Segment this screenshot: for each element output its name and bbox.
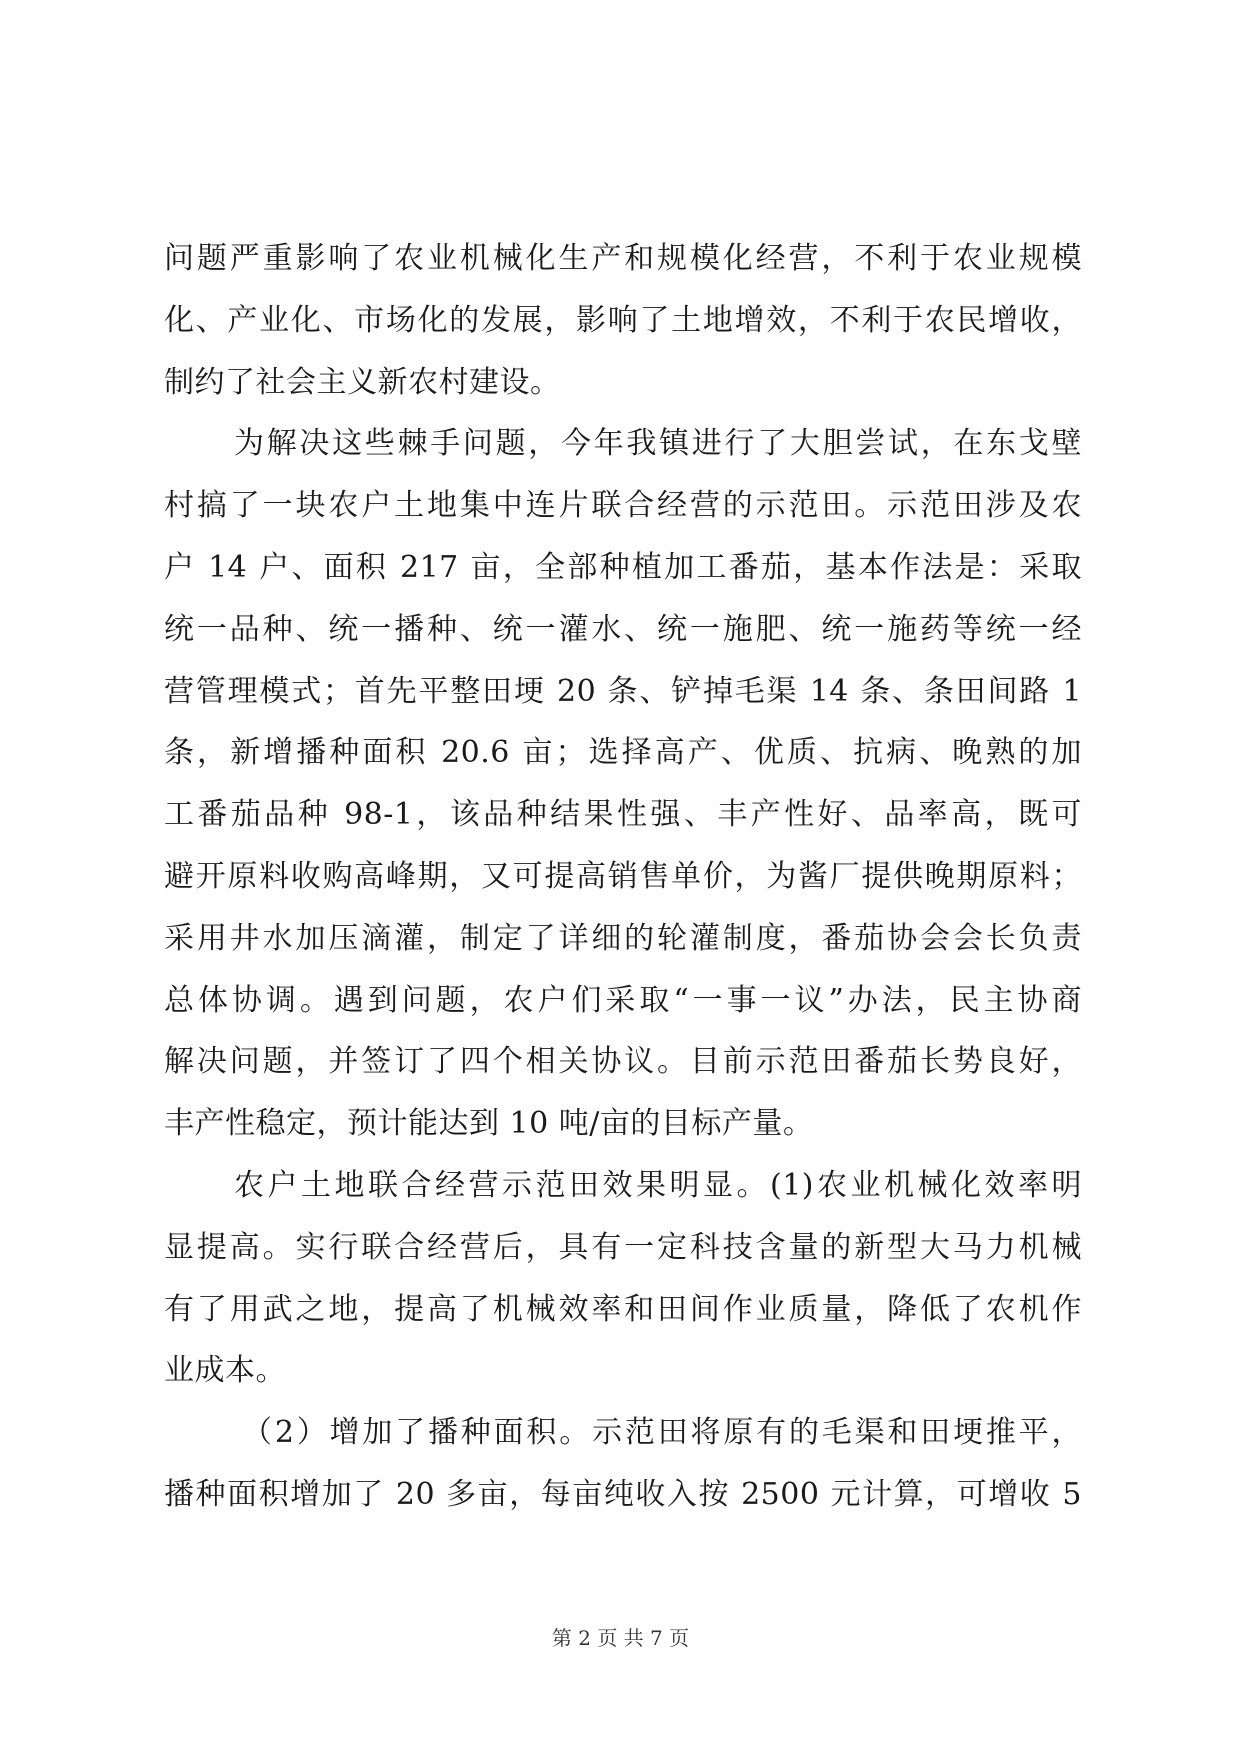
- text-line: 问题严重影响了农业机械化生产和规模化经营，不利于农业规模: [164, 241, 1082, 276]
- text-line: 丰产性稳定，预计能达到 10 吨/亩的目标产量。: [164, 1106, 814, 1142]
- text-line: 为解决这些棘手问题，今年我镇进行了大胆尝试，在东戈壁: [234, 426, 1082, 462]
- text-line: 避开原料收购高峰期，又可提高销售单价，为酱厂提供晚期原料；: [164, 858, 1082, 894]
- text-line: 播种面积增加了 20 多亩，每亩纯收入按 2500 元计算，可增收 5: [164, 1476, 1082, 1512]
- text-line: 总体协调。遇到问题，农户们采取“一事一议”办法，民主协商: [164, 982, 1082, 1018]
- text-line: 制约了社会主义新农村建设。: [164, 364, 561, 400]
- text-line: 农户土地联合经营示范田效果明显。(1)农业机械化效率明: [234, 1167, 1082, 1203]
- text-line: 户 14 户、面积 217 亩，全部种植加工番茄，基本作法是：采取: [164, 549, 1082, 585]
- text-line: （2）增加了播种面积。示范田将原有的毛渠和田埂推平，: [242, 1415, 1082, 1451]
- text-line: 条，新增播种面积 20.6 亩；选择高产、优质、抗病、晚熟的加: [164, 735, 1082, 771]
- text-line: 统一品种、统一播种、统一灌水、统一施肥、统一施药等统一经: [164, 611, 1082, 647]
- page-number-footer: 第 2 页 共 7 页: [551, 1626, 690, 1650]
- document-body: [164, 228, 1082, 1526]
- text-line: 化、产业化、市场化的发展，影响了土地增效，不利于农民增收，: [164, 302, 1082, 338]
- text-line: 工番茄品种 98-1，该品种结果性强、丰产性好、品率高，既可: [164, 797, 1082, 833]
- text-line: 显提高。实行联合经营后，具有一定科技含量的新型大马力机械: [164, 1229, 1082, 1265]
- text-line: 营管理模式；首先平整田埂 20 条、铲掉毛渠 14 条、条田间路 1: [164, 673, 1082, 709]
- text-line: 村搞了一块农户土地集中连片联合经营的示范田。示范田涉及农: [164, 488, 1082, 524]
- text-line: 有了用武之地，提高了机械效率和田间作业质量，降低了农机作: [164, 1291, 1082, 1327]
- text-line: 解决问题，并签订了四个相关协议。目前示范田番茄长势良好，: [164, 1044, 1082, 1080]
- text-line: 业成本。: [164, 1353, 286, 1389]
- text-line: 采用井水加压滴灌，制定了详细的轮灌制度，番茄协会会长负责: [164, 920, 1082, 956]
